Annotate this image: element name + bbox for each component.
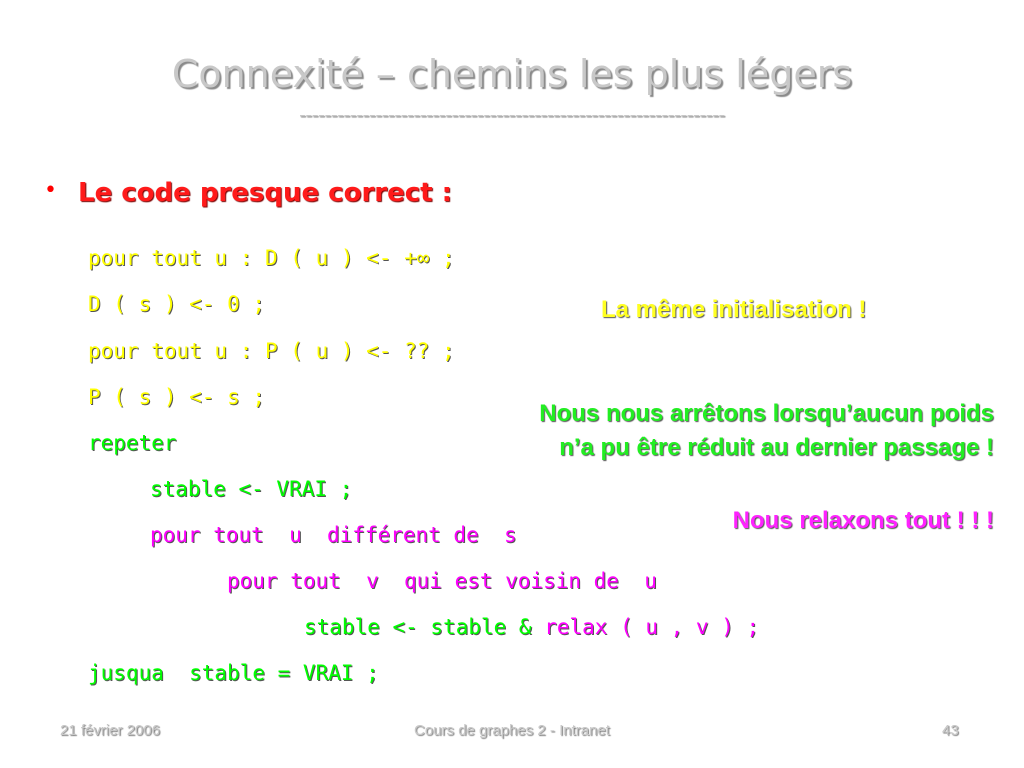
bullet-marker: • [44,178,57,203]
note-same-initialisation: La même initialisation ! [601,296,867,323]
footer-page-number: 43 [942,722,959,739]
footer-course: Cours de graphes 2 - Intranet [414,722,610,739]
code-line-until: jusqua stable = VRAI ; [88,661,379,685]
code-line-init-distance: pour tout u : D ( u ) <- +∞ ; [88,246,455,270]
bullet-heading: Le code presque correct : [78,178,453,208]
code-line-relax [304,615,759,639]
code-stable-update: stable <- stable & [304,615,545,639]
code-line-init-parent: pour tout u : P ( u ) <- ?? ; [88,339,455,363]
note-stop-condition-line2: n’a pu être réduit au dernier passage ! [559,434,994,461]
code-line-source-distance: D ( s ) <- 0 ; [88,292,266,316]
code-line-source-parent: P ( s ) <- s ; [88,385,266,409]
code-line-repeat: repeter [88,431,177,455]
code-line-for-u: pour tout u différent de s [150,523,517,547]
slide-title: Connexité – chemins les plus légers [171,52,853,96]
footer-date: 21 février 2006 [60,722,161,739]
title-rule: ------------------------------------------------------------------- [299,104,725,126]
note-relax-all: Nous relaxons tout ! ! ! [732,507,994,534]
code-line-stable-true: stable <- VRAI ; [150,477,353,501]
code-relax-call: relax ( u , v ) ; [544,615,760,639]
code-line-for-v: pour tout v qui est voisin de u [227,569,657,593]
note-stop-condition-line1: Nous nous arrêtons lorsqu’aucun poids [539,400,994,427]
